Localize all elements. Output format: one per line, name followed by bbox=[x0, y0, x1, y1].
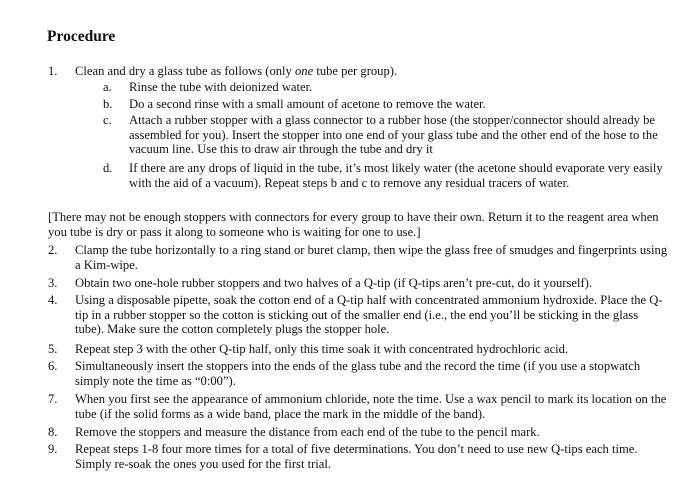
substep-letter: b. bbox=[103, 97, 113, 111]
step-number: 5. bbox=[48, 342, 58, 356]
substep-d bbox=[103, 161, 668, 190]
substep-text: If there are any drops of liquid in the tube, it’s most likely water (the acetone should evaporate very easily with the aid of a vacuum). Repeat steps b and c to remove any residual tracers of water. bbox=[129, 161, 663, 190]
substep-letter: a. bbox=[103, 80, 112, 94]
step-number: 3. bbox=[48, 276, 58, 290]
step-1 bbox=[48, 64, 668, 79]
step-text: Using a disposable pipette, soak the cotton end of a Q-tip half with concentrated ammonium hydroxide. Place the Q-tip in a rubber stopper so the cotton is sticking out of the smaller end (i.e., the end you’ll be sticking in the glass tube). Make sure the cotton completely plugs the stopper hole. bbox=[75, 293, 663, 337]
emphasis: one bbox=[295, 64, 314, 78]
substep-b bbox=[103, 97, 668, 112]
step-8 bbox=[48, 425, 668, 440]
step-text: When you first see the appearance of ammonium chloride, note the time. Use a wax pencil to mark its location on the tube (if the solid forms as a wide band, place the mark in the middle of the band). bbox=[75, 392, 667, 421]
step-2 bbox=[48, 243, 668, 272]
step-text: Clean and dry a glass tube as follows (only one tube per group). bbox=[75, 64, 398, 78]
step-number: 2. bbox=[48, 243, 58, 257]
step-text: Simultaneously insert the stoppers into the ends of the glass tube and the record the time (if you use a stopwatch simply note the time as “0:00”). bbox=[75, 359, 641, 388]
step-text: Repeat steps 1-8 four more times for a total of five determinations. You don’t need to use new Q-tips each time. Simply re-soak the ones you used for the first trial. bbox=[75, 442, 638, 471]
step-number: 4. bbox=[48, 293, 58, 307]
step-4 bbox=[48, 293, 668, 337]
stopper-note: [There may not be enough stoppers with connectors for every group to have their own. Return it to the reagent area when you tube is dry or pass it along to someone who is waiting for one to use.] bbox=[48, 210, 659, 239]
substep-letter: d. bbox=[103, 161, 113, 175]
step-5 bbox=[48, 342, 668, 357]
step-number: 6. bbox=[48, 359, 58, 373]
page-title: Procedure bbox=[47, 28, 116, 45]
step-number: 8. bbox=[48, 425, 58, 439]
substep-c bbox=[103, 113, 668, 157]
step-number: 1. bbox=[48, 64, 58, 78]
step-9 bbox=[48, 442, 668, 471]
step-7 bbox=[48, 392, 668, 421]
step-text: Clamp the tube horizontally to a ring stand or buret clamp, then wipe the glass free of smudges and fingerprints using a Kim-wipe. bbox=[75, 243, 668, 272]
step-text: Remove the stoppers and measure the distance from each end of the tube to the pencil mark. bbox=[75, 425, 540, 439]
substep-text: Do a second rinse with a small amount of acetone to remove the water. bbox=[129, 97, 486, 111]
step-3 bbox=[48, 276, 668, 291]
step-6 bbox=[48, 359, 668, 388]
step-text: Obtain two one-hole rubber stoppers and two halves of a Q-tip (if Q-tips aren’t pre-cut, do it yourself). bbox=[75, 276, 593, 290]
substep-a bbox=[103, 80, 668, 95]
step-number: 7. bbox=[48, 392, 58, 406]
step-text: Repeat step 3 with the other Q-tip half, only this time soak it with concentrated hydrochloric acid. bbox=[75, 342, 569, 356]
substep-letter: c. bbox=[103, 113, 112, 127]
substep-text: Rinse the tube with deionized water. bbox=[129, 80, 313, 94]
substep-text: Attach a rubber stopper with a glass connector to a rubber hose (the stopper/connector should already be assembled for you). Insert the stopper into one end of your glass tube and the other end of the hose to the vacuum line. Use this to draw air through the tube and dry it bbox=[129, 113, 658, 157]
step-number: 9. bbox=[48, 442, 58, 456]
